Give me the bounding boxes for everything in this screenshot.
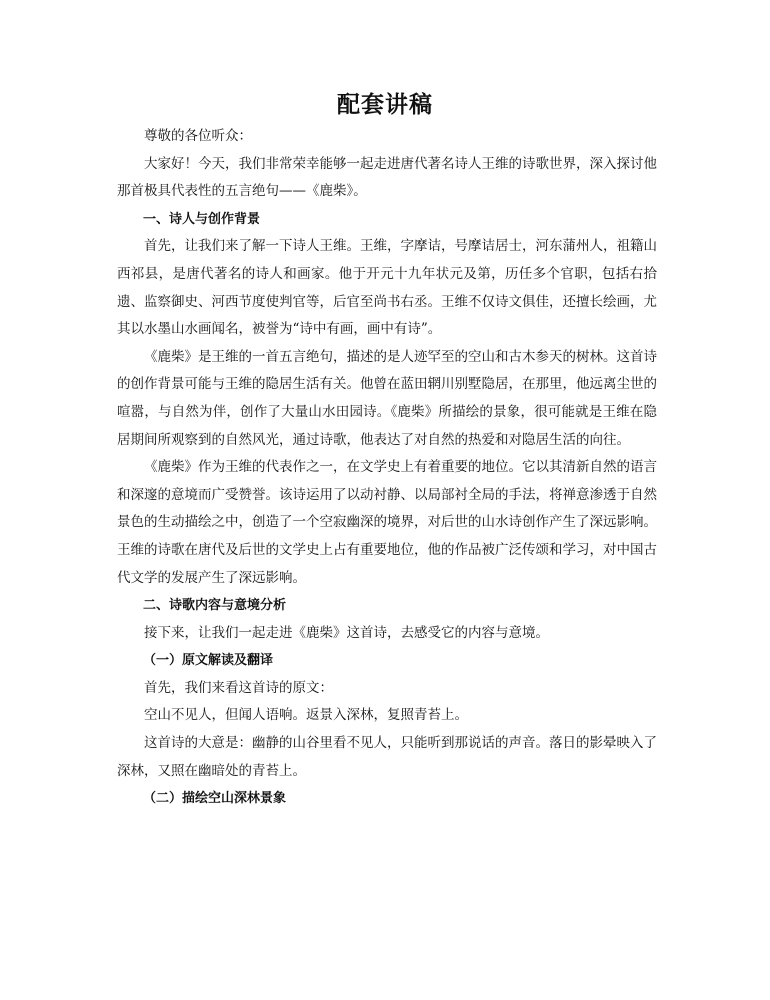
background-paragraph: 《鹿柴》是王维的一首五言绝句，描述的是人迹罕至的空山和古木参天的树林。这首诗的创作背景可能与王维的隐居生活有关。他曾在蓝田辋川别墅隐居，在那里，他远离尘世的喧嚣，与自然为伴，创作了大量山水田园诗。《鹿柴》所描绘的景象，很可能就是王维在隐居期间所观察到的自然风光，通过诗歌，他表达了对自然的热爱和对隐居生活的向往。 (117, 348, 657, 448)
poet-paragraph: 首先，让我们来了解一下诗人王维。王维，字摩诘，号摩诘居士，河东蒲州人，祖籍山西祁县，是唐代著名的诗人和画家。他于开元十九年状元及第，历任多个官职，包括右拾遗、监察御史、河西节度使判官等，后官至尚书右丞。王维不仅诗文俱佳，还擅长绘画，尤其以水墨山水画闻名，被誉为“诗中有画，画中有诗”。 (117, 238, 657, 338)
subsection-heading-1: （一）原文解读及翻译 (143, 653, 274, 669)
transition-paragraph: 接下来，让我们一起走进《鹿柴》这首诗，去感受它的内容与意境。 (144, 624, 549, 641)
translation-paragraph: 这首诗的大意是：幽静的山谷里看不见人，只能听到那说话的声音。落日的影晕映入了深林，又照在幽暗处的青苔上。 (117, 735, 657, 779)
intro-paragraph: 大家好！今天，我们非常荣幸能够一起走进唐代著名诗人王维的诗歌世界，深入探讨他那首极具代表性的五言绝句——《鹿柴》。 (117, 155, 657, 200)
subsection-heading-2: （二）描绘空山深林景象 (143, 791, 287, 807)
significance-paragraph: 《鹿柴》作为王维的代表作之一，在文学史上有着重要的地位。它以其清新自然的语言和深邃的意境而广受赞誉。该诗运用了以动衬静、以局部衬全局的手法，将禅意渗透于自然景色的生动描绘之中，创造了一个空寂幽深的境界，对后世的山水诗创作产生了深远影响。王维的诗歌在唐代及后世的文学史上占有重要地位，他的作品被广泛传颂和学习，对中国古代文学的发展产生了深远影响。 (117, 459, 657, 586)
poem-text: 空山不见人，但闻人语响。返景入深林，复照青苔上。 (144, 707, 468, 724)
section-heading-2: 二、诗歌内容与意境分析 (143, 598, 287, 614)
document-title: 配套讲稿 (337, 91, 433, 118)
salutation: 尊敬的各位听众： (144, 128, 252, 144)
document-body (117, 123, 657, 813)
section-heading-1: 一、诗人与创作背景 (143, 211, 261, 227)
original-intro-paragraph: 首先，我们来看这首诗的原文： (144, 679, 333, 696)
